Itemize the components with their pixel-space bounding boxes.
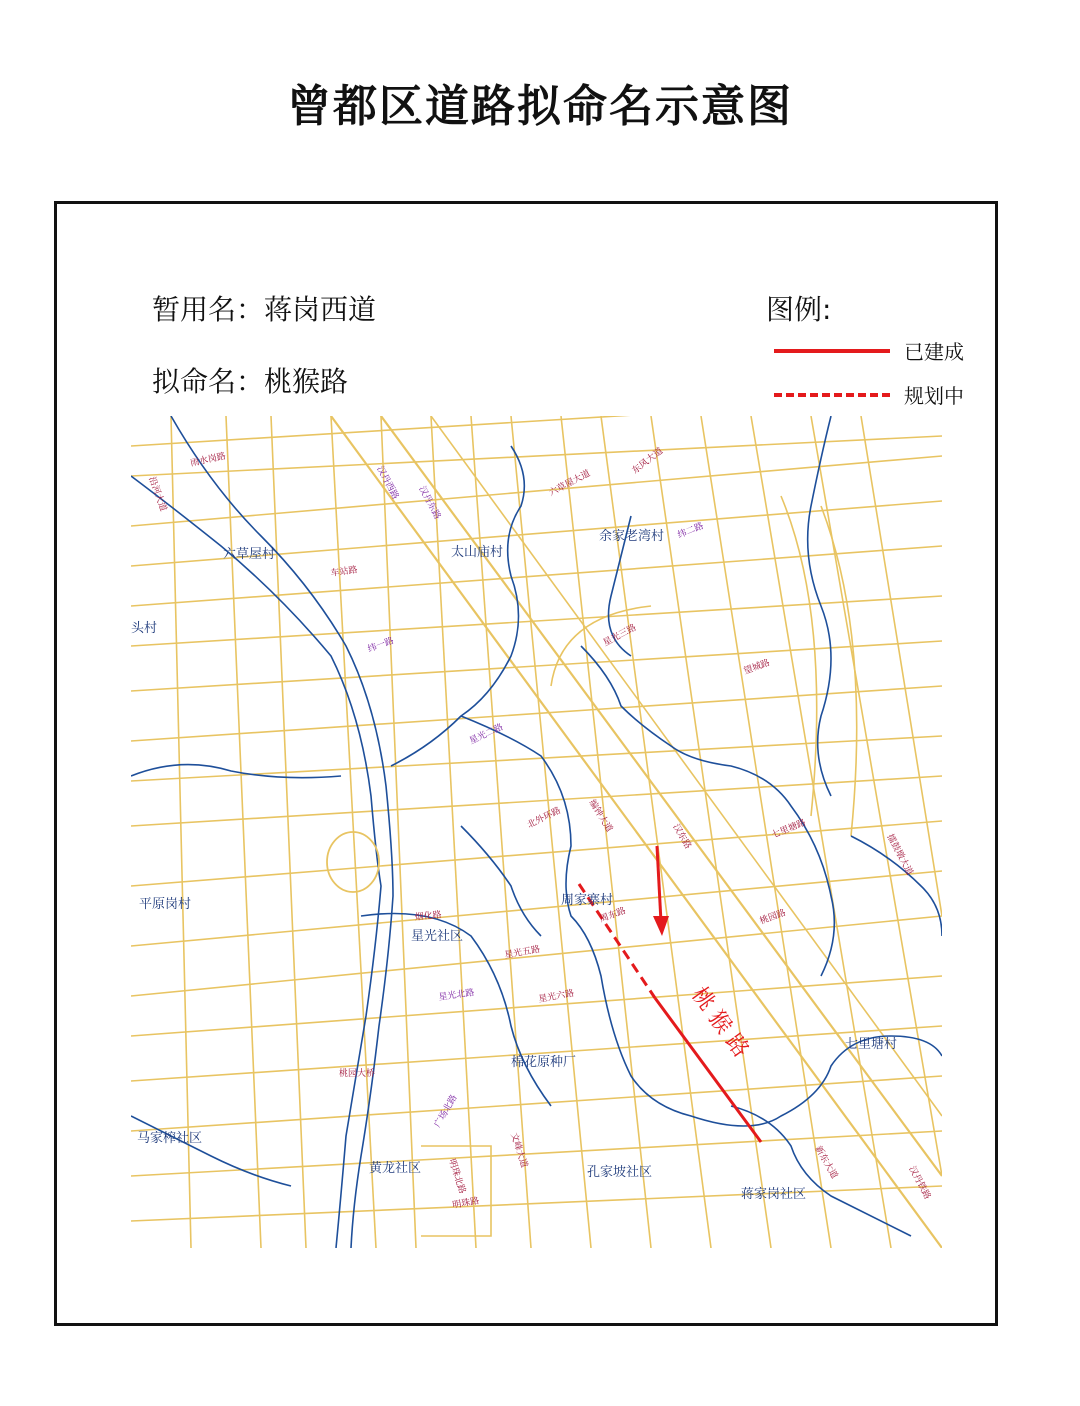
road-label-r17: 新东大道 (812, 1144, 840, 1181)
place-qilitang: 七里塘村 (845, 1037, 898, 1052)
temp-name-label: 暂用名： (152, 293, 265, 326)
road-label-r27: 汉丹铁路 (906, 1164, 933, 1202)
map-canvas (131, 416, 942, 1248)
place-yujia: 余家老湾村 (599, 529, 665, 544)
road-label-r24: 烟化路 (414, 910, 443, 923)
road-label-r16: 明珠路 (451, 1196, 481, 1211)
place-pingyuangang: 平原岗村 (139, 897, 192, 912)
road-label-r8: 星光二路 (468, 722, 505, 747)
taohou-road-label: 桃 猴 路 (686, 982, 754, 1063)
road-map[interactable] (131, 416, 942, 1248)
page-title: 曾都区道路拟命名示意图 (287, 81, 793, 132)
place-liucaowu: 六草屋村 (223, 547, 276, 562)
road-label-r11: 星光五路 (503, 944, 541, 961)
road-label-r23: 星光三路 (601, 622, 639, 649)
place-mianhua: 棉花原种厂 (511, 1055, 577, 1070)
proposed-name-line (152, 360, 348, 400)
road-label-r25: 桃园路 (758, 908, 788, 927)
road-label-r3: 汉丹西路 (374, 464, 401, 502)
proposed-name-label: 拟命名： (152, 365, 265, 398)
road-label-r7: 纬一路 (366, 636, 396, 655)
legend-planned-label: 规划中 (904, 384, 964, 408)
road-label-r1: 雨水岗路 (189, 451, 227, 469)
proposed-name-value: 桃猴路 (264, 365, 349, 398)
road-label-r5: 六草屋大道 (547, 468, 593, 499)
road-label-r12: 星光北路 (438, 988, 476, 1003)
temp-name-line (152, 288, 376, 328)
place-jianggang: 蒋家岗社区 (741, 1187, 807, 1202)
road-label-r21: 纬二路 (676, 521, 706, 541)
road-label-r28: 望城路 (742, 658, 772, 677)
place-xingguang: 星光社区 (411, 929, 464, 944)
legend-built-label: 已建成 (904, 340, 964, 364)
road-label-r26: 擂鼓墩大道 (884, 832, 915, 878)
road-label-r19: 文峰大道 (508, 1131, 529, 1170)
legend-title: 图例: (766, 293, 832, 326)
road-label-r18: 七里塘路 (770, 818, 808, 841)
place-toucun: 头村 (131, 621, 158, 636)
road-label-r30: 明珠北路 (446, 1157, 467, 1196)
road-label-r20: 汉东路 (670, 822, 693, 851)
road-label-r15: 广场北路 (432, 1093, 460, 1130)
road-label-r22: 车站路 (330, 565, 359, 579)
temp-name-value: 蒋岗西道 (264, 293, 377, 326)
road-label-r4: 汉丹东路 (416, 484, 443, 522)
place-zhoujiazhai: 周家寨村 (561, 893, 614, 908)
road-label-r29: 周东路 (598, 906, 628, 925)
place-taishanmiao: 太山庙村 (451, 545, 504, 560)
road-label-r10: 编钟大道 (586, 798, 615, 835)
legend-planned-line (774, 393, 890, 397)
place-huanglong: 黄龙社区 (369, 1161, 422, 1176)
place-kongjiapo: 孔家坡社区 (587, 1165, 653, 1180)
road-label-r2: 沿河大道 (146, 475, 168, 513)
road-label-r14: 桃园大桥 (339, 1069, 376, 1079)
legend-built-line (774, 349, 890, 353)
road-label-r13: 星光六路 (537, 988, 575, 1005)
road-label-r6: 东风大道 (630, 446, 666, 477)
place-majiaying: 马家榨社区 (137, 1131, 203, 1146)
road-label-r9: 北外环路 (525, 805, 563, 831)
